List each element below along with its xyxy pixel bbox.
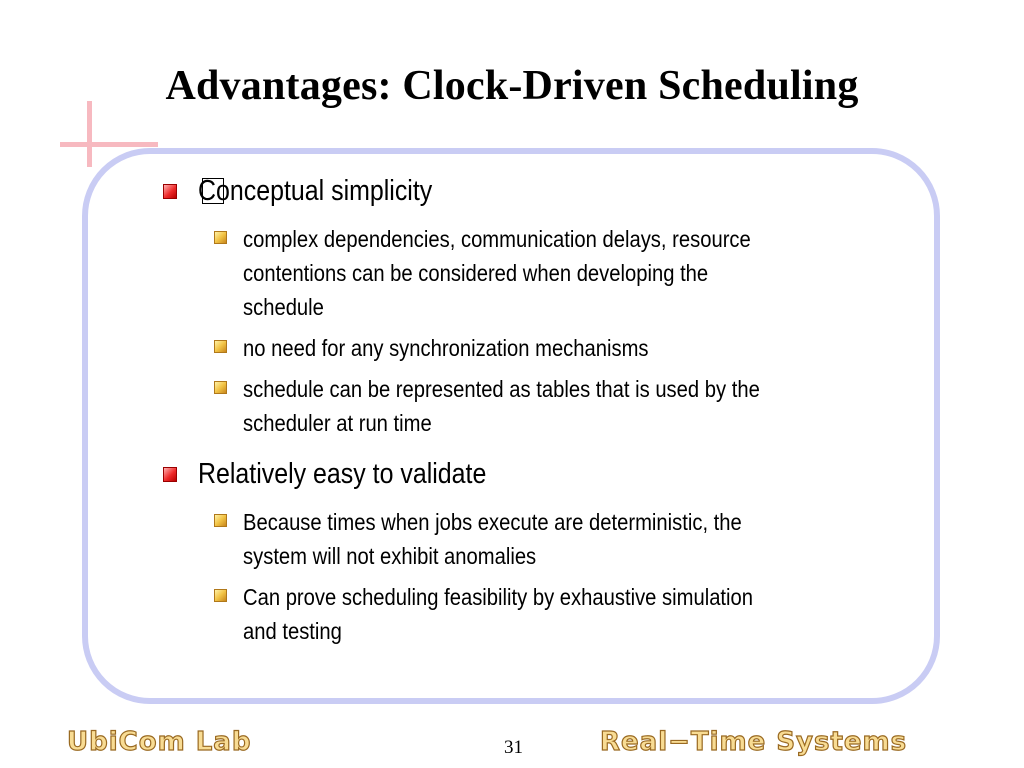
- bullet-line: complex dependencies, communication delays, resource: [243, 226, 751, 252]
- gold-square-bullet-icon: [214, 381, 227, 394]
- page-number: 31: [504, 737, 523, 758]
- corner-decoration-horizontal: [60, 142, 158, 147]
- bullet-text: [243, 331, 649, 365]
- bullet-line: schedule: [243, 294, 324, 320]
- gold-square-bullet-icon: [214, 340, 227, 353]
- bullet-line: schedule can be represented as tables that is used by the: [243, 376, 760, 402]
- bullet-line: contentions can be considered when developing the: [243, 260, 709, 286]
- bullet-line: Because times when jobs execute are deterministic, the: [243, 509, 742, 535]
- gold-square-bullet-icon: [214, 231, 227, 244]
- section-heading-conceptual-simplicity: Conceptual simplicity: [198, 175, 433, 207]
- bullet-line: and testing: [243, 618, 342, 644]
- bullet-line: no need for any synchronization mechanisms: [243, 335, 649, 361]
- gold-square-bullet-icon: [214, 514, 227, 527]
- bullet-line: system will not exhibit anomalies: [243, 543, 537, 569]
- bullet-text: [243, 222, 751, 324]
- slide-title: Advantages: Clock-Driven Scheduling: [165, 63, 859, 109]
- red-square-bullet-icon: [163, 184, 177, 199]
- bullet-text: [243, 505, 742, 573]
- red-square-bullet-icon: [163, 467, 177, 482]
- corner-decoration-vertical: [87, 101, 92, 167]
- bullet-text: [243, 372, 760, 440]
- bullet-line: Can prove scheduling feasibility by exhaustive simulation: [243, 584, 754, 610]
- footer-course-name: Real−Time Systems: [600, 727, 908, 757]
- bullet-text: [243, 580, 753, 648]
- section-heading-easy-to-validate: Relatively easy to validate: [198, 458, 487, 490]
- gold-square-bullet-icon: [214, 589, 227, 602]
- footer-lab-name: UbiCom Lab: [67, 727, 252, 757]
- bullet-line: scheduler at run time: [243, 410, 432, 436]
